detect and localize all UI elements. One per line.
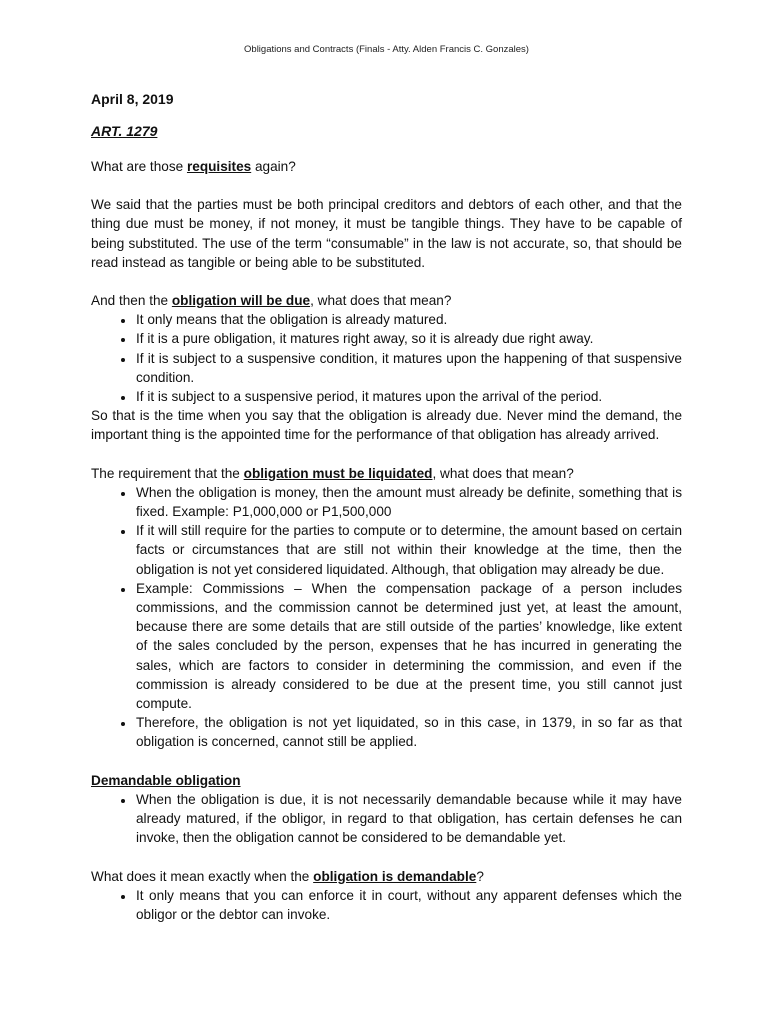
list-item: • When the obligation is money, then the amount must already be definite, something that is fixed. Example: P1,000,000 or P1,500,000 [135,483,682,521]
term-requisites: requisites [186,159,252,174]
list-item: • If it is subject to a suspensive condition, it matures upon the happening of that suspensive condition. [135,349,682,387]
page-header: Obligations and Contracts (Finals - Atty. Alden Francis C. Gonzales) [244,44,529,55]
term-obligation-due: obligation will be due [171,293,311,309]
list-item: • Example: Commissions – When the compensation package of a person includes commissions, and the commission cannot be determined just yet, at least the amount, because there are some details that are still outside of the parties’ knowledge, like extent of the sales concluded by the person, expenses that he has incurred in generating the sales, which are factors to consider in determining the commission, and even if the commission is already considered to be due at the present time, you still cannot just compute. [135,579,682,713]
list-item: • If it is a pure obligation, it matures right away, so it is already due right away. [135,329,682,348]
lecture-date: April 8, 2019 [91,91,174,107]
list-obligation-due [91,310,682,406]
term-demandable: obligation is demandable [313,868,477,884]
question-demandable: What does it mean exactly when the obligation is demandable? [91,868,484,884]
list-item: • Therefore, the obligation is not yet liquidated, so in this case, in 1379, in so far as that obligation is concerned, cannot still be applied. [135,713,682,751]
term-liquidated: obligation must be liquidated [243,465,433,481]
list-item: • If it is subject to a suspensive period, it matures upon the arrival of the period. [135,387,682,406]
question-requisites: What are those requisites again? [91,159,296,174]
list-demandable [91,790,682,848]
heading-demandable-obligation: Demandable obligation [91,772,241,788]
article-heading: ART. 1279 [91,123,158,139]
list-item: • It only means that the obligation is already matured. [135,310,682,329]
list-item: • It only means that you can enforce it in court, without any apparent defenses which the obligor or the debtor can invoke. [135,886,682,924]
list-demandable-meaning [91,886,682,924]
paragraph-due-summary: So that is the time when you say that the obligation is already due. Never mind the demand, the important thing is the appointed time for the performance of that obligation has already arrived. [91,408,682,443]
list-liquidated [91,483,682,752]
list-item: • If it will still require for the parties to compute or to determine, the amount based on certain facts or circumstances that are still not within their knowledge at the time, then the obligation is not yet considered liquidated. Although, that obligation may already be due. [135,521,682,579]
question-obligation-due: And then the obligation will be due, what does that mean? [91,293,452,309]
question-liquidated: The requirement that the obligation must be liquidated, what does that mean? [91,465,574,481]
list-item: • When the obligation is due, it is not necessarily demandable because while it may have already matured, if the obligor, in regard to that obligation, has certain defenses he can invoke, then the obligation cannot be considered to be demandable yet. [135,790,682,848]
paragraph-requisites: We said that the parties must be both principal creditors and debtors of each other, and that the thing due must be money, if not money, it must be tangible things. They have to be capable of being substituted. The use of the term “consumable” in the law is not accurate, so, that should be read instead as tangible or being able to be substituted. [91,197,682,270]
